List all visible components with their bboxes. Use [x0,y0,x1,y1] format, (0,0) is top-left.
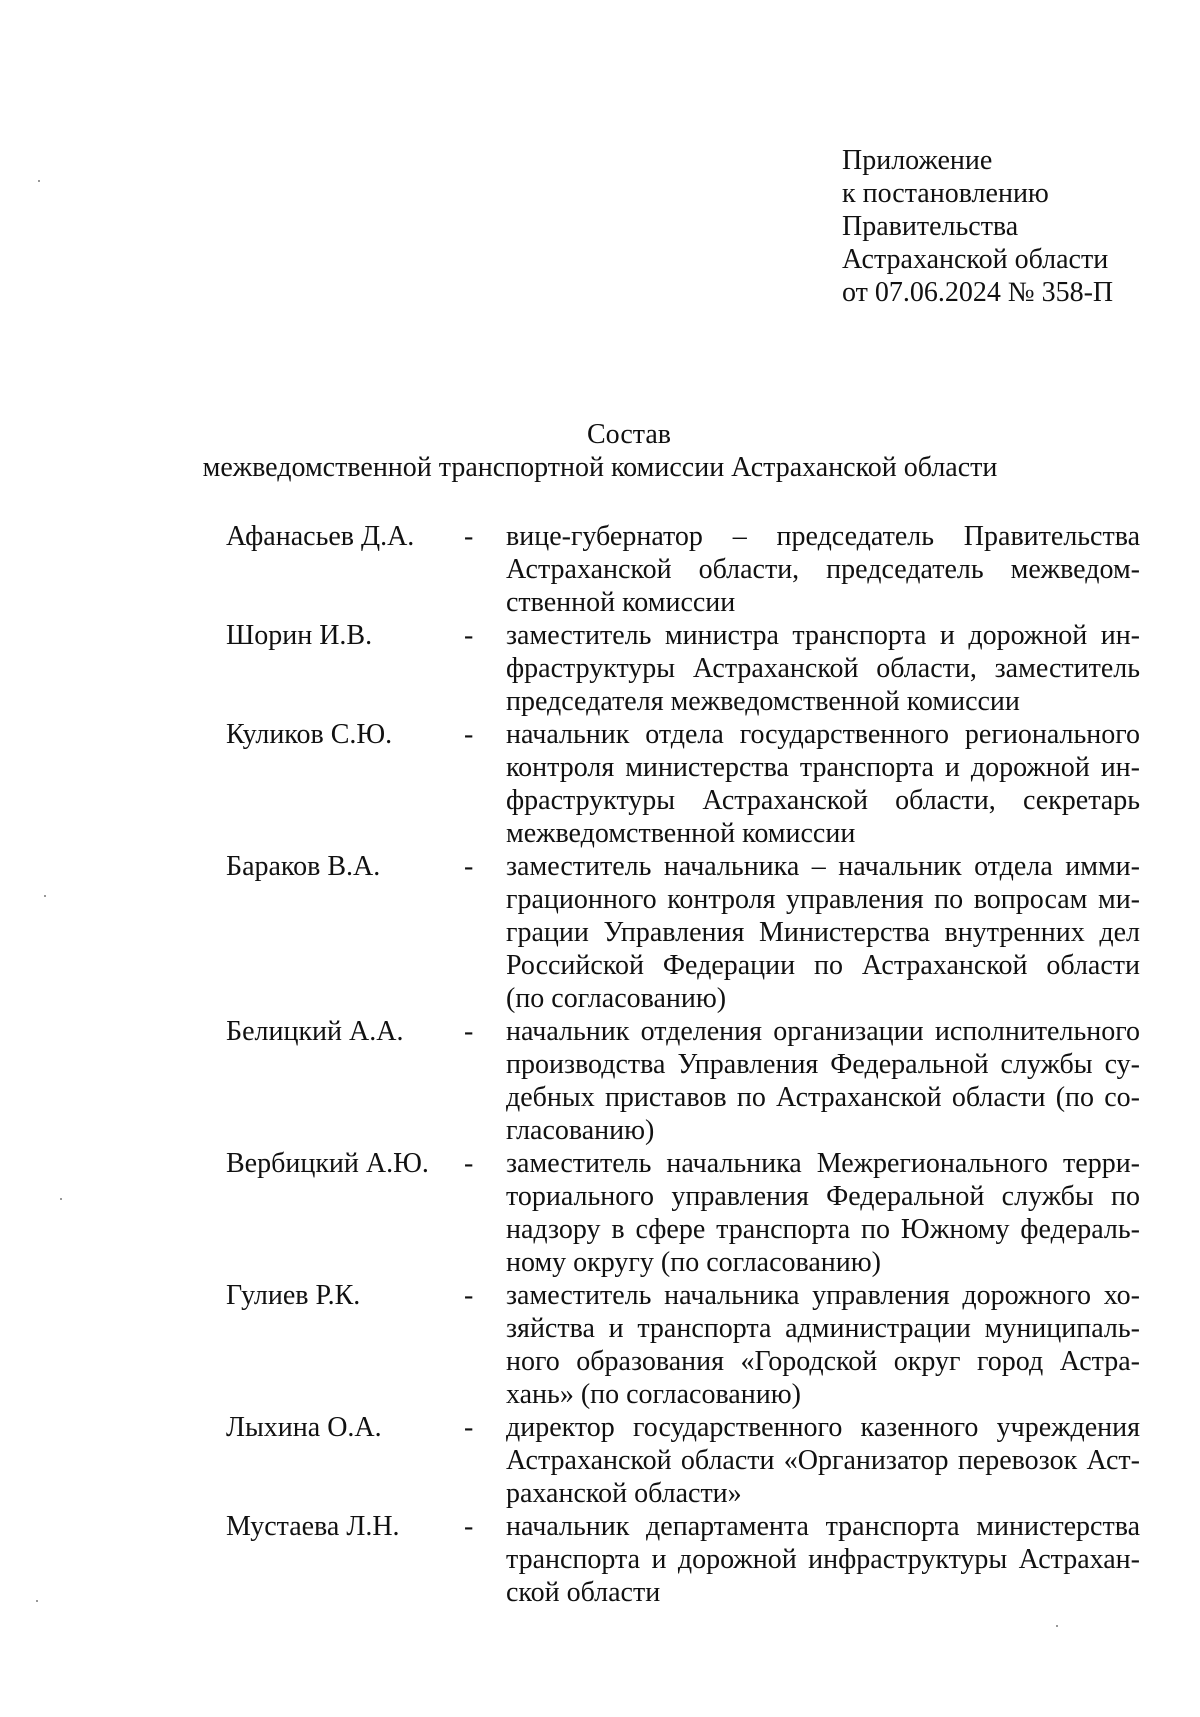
members-list [226,520,1140,1609]
member-role-line: транспорта и дорожной инфраструктуры Астрахан- [506,1544,1140,1575]
member-role-line: ской области [506,1577,661,1608]
member-role-line: заместитель министра транспорта и дорожной ин- [506,620,1140,651]
member-role-line: начальник отделения организации исполнительного [506,1016,1140,1047]
member-name: Белицкий А.А. [226,1016,404,1047]
member-name: Афанасьев Д.А. [226,521,415,552]
scan-speck [44,895,46,897]
scan-speck [36,1600,38,1602]
member-role-line: грационного контроля управления по вопросам ми- [506,884,1140,915]
member-role [506,718,1140,850]
member-role-line: (по согласованию) [506,983,727,1014]
appendix-line: Правительства [842,211,1019,242]
member-dash: - [464,1412,474,1443]
member-row [226,1510,1140,1609]
member-role-line: ного образования «Городской округ город Астра- [506,1346,1140,1377]
member-role-line: ному округу (по согласованию) [506,1247,882,1278]
member-row [226,1279,1140,1411]
member-row [226,619,1140,718]
scan-speck [1056,1625,1058,1627]
member-dash: - [464,1511,474,1542]
member-dash: - [464,719,474,750]
member-row [226,1411,1140,1510]
member-dash: - [464,620,474,651]
member-role [506,520,1140,619]
member-role [506,619,1140,718]
appendix-line: Приложение [842,145,993,176]
member-role [506,850,1140,1015]
member-name: Лыхина О.А. [226,1412,382,1443]
document-subtitle: межведомственной транспортной комиссии Астраханской области [202,452,998,483]
member-row [226,718,1140,850]
appendix-line: Астраханской области [842,244,1109,275]
member-role-line: Астраханской области «Организатор перевозок Аст- [506,1445,1140,1476]
member-role-line: ториального управления Федеральной службы по [506,1181,1140,1212]
document-heading [0,418,1200,484]
appendix-line: к постановлению [842,178,1049,209]
member-dash: - [464,521,474,552]
member-role-line: зяйства и транспорта администрации муниципаль- [506,1313,1140,1344]
scan-speck [60,1198,62,1200]
document-title: Состав [586,419,672,450]
member-row [226,1147,1140,1279]
member-role-line: ственной комиссии [506,587,736,618]
member-role-line: гласованию) [506,1115,655,1146]
member-row [226,520,1140,619]
member-role-line: хань» (по согласованию) [506,1379,801,1410]
member-role [506,1147,1140,1279]
member-dash: - [464,1148,474,1179]
member-role-line: фраструктуры Астраханской области, заместитель [506,653,1140,684]
member-role-line: производства Управления Федеральной службы су- [506,1049,1140,1080]
member-dash: - [464,1280,474,1311]
member-row [226,1015,1140,1147]
scan-speck [38,180,40,182]
appendix-block [842,144,1113,309]
member-name: Куликов С.Ю. [226,719,393,750]
member-dash: - [464,1016,474,1047]
member-role-line: надзору в сфере транспорта по Южному федераль- [506,1214,1140,1245]
member-role-line: начальник отдела государственного регионального [506,719,1140,750]
member-role-line: Российской Федерации по Астраханской области [506,950,1140,981]
member-role [506,1411,1140,1510]
member-role-line: начальник департамента транспорта министерства [506,1511,1140,1542]
member-role-line: раханской области» [506,1478,742,1509]
member-name: Шорин И.В. [226,620,373,651]
member-dash: - [464,851,474,882]
member-role-line: заместитель начальника Межрегионального терри- [506,1148,1140,1179]
member-name: Вербицкий А.Ю. [226,1148,429,1179]
member-role [506,1279,1140,1411]
member-role-line: фраструктуры Астраханской области, секретарь [506,785,1140,816]
member-role-line: заместитель начальника – начальник отдела имми- [506,851,1140,882]
member-role-line: вице-губернатор – председатель Правительства [506,521,1140,552]
member-role-line: межведомственной комиссии [506,818,856,849]
member-role-line: директор государственного казенного учреждения [506,1412,1140,1443]
member-name: Мустаева Л.Н. [226,1511,400,1542]
member-role [506,1015,1140,1147]
member-role-line: дебных приставов по Астраханской области (по со- [506,1082,1140,1113]
appendix-line: от 07.06.2024 № 358-П [842,277,1114,308]
member-role-line: Астраханской области, председатель межведом- [506,554,1140,585]
member-role-line: заместитель начальника управления дорожного хо- [506,1280,1140,1311]
member-role-line: председателя межведомственной комиссии [506,686,1020,717]
member-role-line: грации Управления Министерства внутренних дел [506,917,1140,948]
member-name: Бараков В.А. [226,851,381,882]
member-row [226,850,1140,1015]
member-role [506,1510,1140,1609]
member-name: Гулиев Р.К. [226,1280,361,1311]
member-role-line: контроля министерства транспорта и дорожной ин- [506,752,1140,783]
